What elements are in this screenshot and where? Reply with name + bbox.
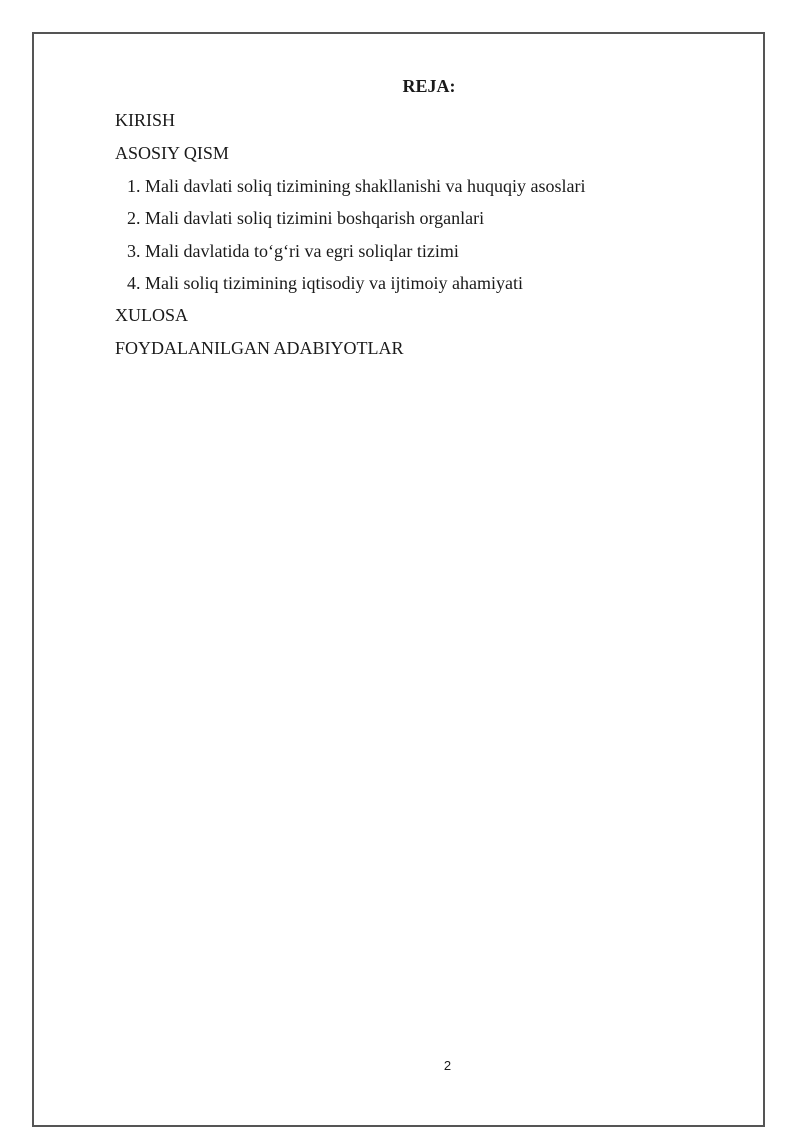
- list-item: [127, 208, 484, 229]
- page-title: REJA:: [402, 76, 456, 96]
- list-item-number: 2.: [127, 208, 141, 228]
- list-item: [127, 273, 523, 294]
- list-item-number: 1.: [127, 176, 141, 196]
- list-item-text: Mali davlatida to‘g‘ri va egri soliqlar tizimi: [145, 241, 459, 261]
- section-references: FOYDALANILGAN ADABIYOTLAR: [115, 338, 404, 358]
- list-item: [127, 241, 459, 262]
- list-item-text: Mali soliq tizimining iqtisodiy va ijtimoiy ahamiyati: [145, 273, 523, 293]
- list-item: [127, 176, 585, 197]
- list-item-number: 4.: [127, 273, 141, 293]
- list-item-text: Mali davlati soliq tizimining shakllanishi va huquqiy asoslari: [145, 176, 586, 196]
- page-number: 2: [443, 1058, 452, 1073]
- section-intro: KIRISH: [115, 110, 176, 130]
- list-item-number: 3.: [127, 241, 141, 261]
- section-conclusion: XULOSA: [115, 305, 189, 325]
- section-main-part: ASOSIY QISM: [115, 143, 229, 163]
- list-item-text: Mali davlati soliq tizimini boshqarish organlari: [145, 208, 485, 228]
